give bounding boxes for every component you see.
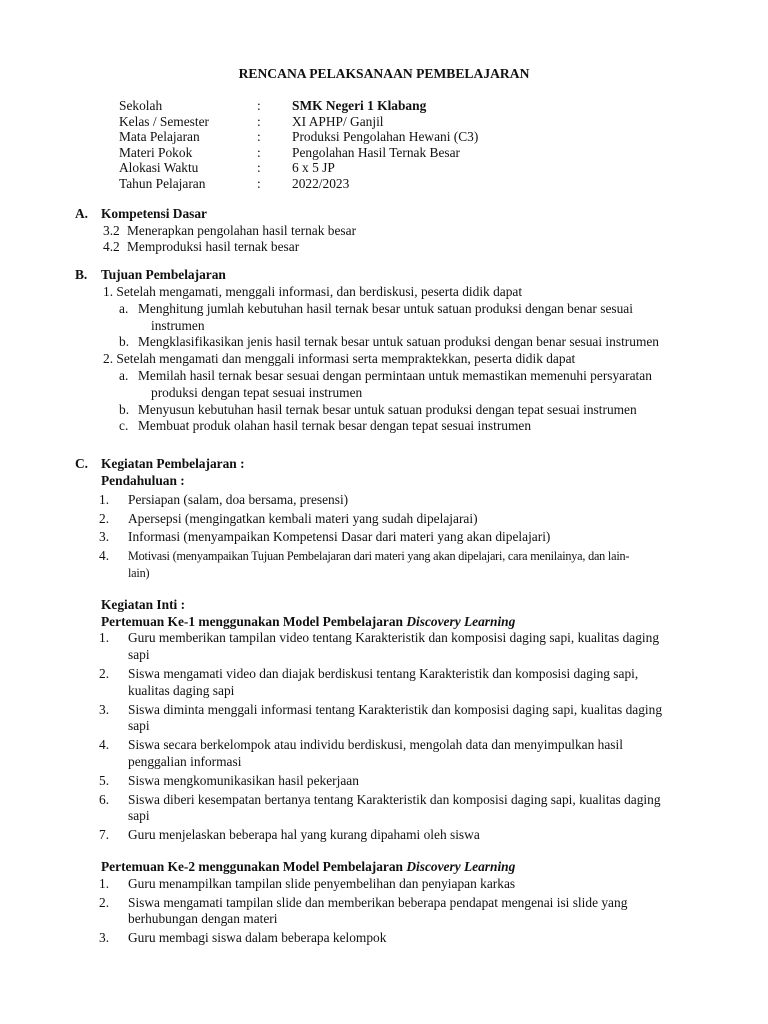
- item-letter: b.: [119, 334, 130, 350]
- item-text: Memilah hasil ternak besar sesuai dengan permintaan untuk memastikan memenuhi persyaratan: [138, 367, 652, 383]
- item-number: 7.: [99, 827, 110, 843]
- info-colon: :: [257, 144, 261, 160]
- info-label: Tahun Pelajaran: [119, 175, 206, 191]
- item-text: Persiapan (salam, doa bersama, presensi): [128, 491, 349, 507]
- info-value: Produksi Pengolahan Hewani (C3): [292, 129, 479, 145]
- item-number: 3.: [99, 930, 110, 946]
- list-item: [75, 511, 725, 528]
- pertemuan-2-model: Discovery Learning: [406, 858, 516, 874]
- item-text: Motivasi (menyampaikan Tujuan Pembelajaran dari materi yang akan dipelajari, cara menilainya, dan lain-: [128, 549, 630, 564]
- item-text: Siswa diminta menggali informasi tentang Karakteristik dan komposisi daging sapi, kualitas daging: [128, 701, 663, 717]
- pertemuan-1-model: Discovery Learning: [406, 613, 516, 629]
- list-item: [75, 529, 725, 546]
- list-item: [75, 666, 725, 700]
- info-colon: :: [257, 160, 261, 176]
- item-text: Menghitung jumlah kebutuhan hasil ternak besar untuk satuan produksi dengan benar sesuai: [138, 300, 633, 316]
- objective-point: 2. Setelah mengamati dan menggali informasi serta mempraktekkan, peserta didik dapat: [103, 351, 576, 367]
- info-label: Materi Pokok: [119, 144, 193, 160]
- item-number: 3.: [99, 701, 110, 717]
- list-item: [75, 930, 725, 947]
- item-number: 1.: [99, 630, 110, 646]
- item-text-cont: penggalian informasi: [128, 753, 242, 769]
- list-item: [75, 368, 725, 402]
- item-text-cont: produksi dengan tepat sesuai instrumen: [151, 384, 363, 400]
- info-label: Kelas / Semester: [119, 113, 209, 129]
- list-item: [75, 792, 725, 826]
- section-letter: B.: [75, 267, 88, 282]
- section-kompetensi-dasar: [75, 206, 725, 255]
- item-number: 2.: [99, 510, 110, 526]
- item-number: 6.: [99, 791, 110, 807]
- item-text: Guru membagi siswa dalam beberapa kelompok: [128, 930, 387, 946]
- item-text: Siswa secara berkelompok atau individu berdiskusi, mengolah data dan menyimpulkan hasil: [128, 737, 623, 753]
- list-item: [75, 223, 725, 239]
- item-number: 3.: [99, 529, 110, 545]
- info-colon: :: [257, 98, 261, 113]
- list-item: [75, 402, 725, 419]
- item-number: 3.2: [103, 223, 120, 238]
- list-item: [75, 334, 725, 351]
- item-text-cont: sapi: [128, 647, 150, 663]
- list-item: [75, 301, 725, 335]
- item-number: 4.: [99, 548, 110, 564]
- section-heading: [75, 456, 725, 473]
- item-text-cont: lain): [128, 565, 150, 580]
- item-text: Membuat produk olahan hasil ternak besar dengan tepat sesuai instrumen: [138, 418, 532, 434]
- info-value: XI APHP/ Ganjil: [292, 113, 384, 129]
- item-text: Memproduksi hasil ternak besar: [127, 239, 300, 254]
- item-number: 4.: [99, 737, 110, 753]
- item-letter: a.: [119, 367, 129, 383]
- section-heading: [75, 267, 725, 284]
- item-text: Guru menjelaskan beberapa hal yang kurang dipahami oleh siswa: [128, 827, 480, 843]
- item-letter: a.: [119, 300, 129, 316]
- list-item: [75, 548, 725, 582]
- item-text: Siswa mengamati video dan diajak berdiskusi tentang Karakteristik dan komposisi daging sapi,: [128, 665, 639, 681]
- section-kegiatan-pembelajaran: [75, 456, 725, 947]
- item-text: Menerapkan pengolahan hasil ternak besar: [127, 223, 357, 238]
- info-label: Mata Pelajaran: [119, 129, 200, 145]
- list-item: [75, 702, 725, 736]
- subheading-kegiatan-inti: Kegiatan Inti :: [101, 596, 186, 612]
- info-colon: :: [257, 113, 261, 129]
- list-item: [75, 239, 725, 255]
- item-number: 1.: [99, 491, 110, 507]
- item-text: Siswa mengkomunikasikan hasil pekerjaan: [128, 772, 359, 788]
- item-text: Guru memberikan tampilan video tentang Karakteristik dan komposisi daging sapi, kualitas daging: [128, 630, 660, 646]
- section-tujuan-pembelajaran: [75, 267, 725, 435]
- section-letter: A.: [75, 206, 89, 221]
- subheading-pertemuan-2: [75, 859, 725, 876]
- pertemuan-2-label: Pertemuan Ke-2 menggunakan Model Pembelajaran: [101, 858, 407, 874]
- item-letter: c.: [119, 418, 129, 434]
- info-value: SMK Negeri 1 Klabang: [292, 98, 427, 113]
- info-colon: :: [257, 129, 261, 145]
- item-number: 2.: [99, 894, 110, 910]
- item-text: Apersepsi (mengingatkan kembali materi yang sudah dipelajarai): [128, 510, 478, 526]
- list-item: [75, 737, 725, 771]
- info-value: 6 x 5 JP: [292, 160, 335, 176]
- section-title: Kompetensi Dasar: [101, 206, 208, 221]
- list-item: [75, 630, 725, 664]
- list-item: [75, 492, 725, 509]
- section-heading: [75, 206, 725, 223]
- pertemuan-1-label: Pertemuan Ke-1 menggunakan Model Pembelajaran: [101, 613, 407, 629]
- list-item: [75, 876, 725, 893]
- list-item: [75, 773, 725, 790]
- objective-point: 1. Setelah mengamati, menggali informasi, dan berdiskusi, peserta didik dapat: [103, 284, 523, 299]
- item-text-cont: berhubungan dengan materi: [128, 911, 278, 927]
- item-text: Siswa diberi kesempatan bertanya tentang Karakteristik dan komposisi daging sapi, kualitas daging: [128, 791, 661, 807]
- item-text-cont: instrumen: [151, 317, 205, 333]
- item-text-cont: sapi: [128, 718, 150, 734]
- subheading-pendahuluan: Pendahuluan :: [101, 473, 185, 488]
- item-text: Siswa mengamati tampilan slide dan memberikan beberapa pendapat mengenai isi slide yang: [128, 894, 628, 910]
- subheading-pertemuan-1: [75, 614, 725, 631]
- list-item: [75, 895, 725, 929]
- info-value: Pengolahan Hasil Ternak Besar: [292, 144, 461, 160]
- list-item: [75, 418, 725, 435]
- item-number: 1.: [99, 875, 110, 891]
- info-label: Alokasi Waktu: [119, 160, 199, 176]
- item-text-cont: kualitas daging sapi: [128, 682, 235, 698]
- list-pendahuluan: [75, 492, 725, 582]
- section-title: Tujuan Pembelajaran: [101, 267, 226, 282]
- list-pertemuan-2: [75, 876, 725, 947]
- item-number: 5.: [99, 772, 110, 788]
- section-letter: C.: [75, 456, 89, 471]
- info-value: 2022/2023: [292, 175, 350, 191]
- section-title: Kegiatan Pembelajaran :: [101, 456, 245, 471]
- list-item: [75, 827, 725, 844]
- document-title: RENCANA PELAKSANAAN PEMBELAJARAN: [238, 66, 530, 81]
- item-text: Mengklasifikasikan jenis hasil ternak besar untuk satuan produksi dengan benar sesuai instrumen: [138, 334, 659, 350]
- item-text: Informasi (menyampaikan Kompetensi Dasar dari materi yang akan dipelajari): [128, 529, 551, 545]
- list-pertemuan-1: [75, 630, 725, 844]
- item-text-cont: sapi: [128, 808, 150, 824]
- item-text: Menyusun kebutuhan hasil ternak besar untuk satuan produksi dengan tepat sesuai instrumen: [138, 401, 637, 417]
- info-label: Sekolah: [119, 98, 163, 113]
- info-colon: :: [257, 175, 261, 191]
- item-text: Guru menampilkan tampilan slide penyembelihan dan penyiapan karkas: [128, 875, 516, 891]
- item-number: 4.2: [103, 239, 120, 254]
- item-number: 2.: [99, 665, 110, 681]
- item-letter: b.: [119, 401, 130, 417]
